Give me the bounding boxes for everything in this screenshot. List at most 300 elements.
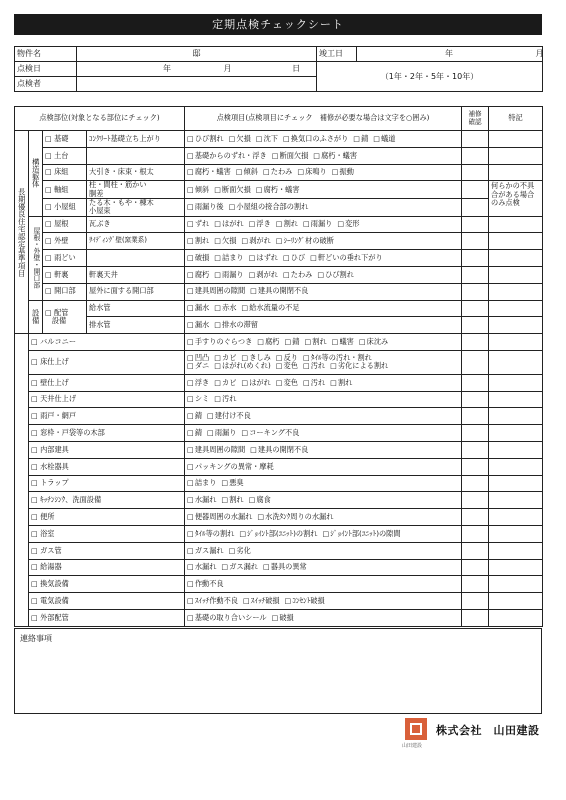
check-item[interactable]: □ 錆: [353, 134, 368, 143]
part-cell[interactable]: □ 小屋組: [43, 198, 87, 216]
check-item[interactable]: □ 小屋組の接合部の割れ: [229, 202, 309, 211]
check-item[interactable]: □ 割れ: [221, 495, 243, 504]
check-item[interactable]: □ 断面欠損: [214, 185, 251, 194]
part-cell[interactable]: □ 土台: [43, 147, 87, 164]
check-item[interactable]: □ 断面欠損: [272, 151, 309, 160]
inspector-field[interactable]: [77, 77, 317, 92]
check-item[interactable]: □ 割れ: [187, 236, 209, 245]
check-items: [185, 391, 462, 408]
check-item[interactable]: □ 建具の開閉不良: [250, 286, 308, 295]
repair-check-cell[interactable]: [462, 442, 489, 459]
remarks-cell[interactable]: [489, 425, 543, 442]
repair-check-cell[interactable]: [462, 233, 489, 250]
table-row: [15, 374, 543, 391]
check-item[interactable]: □ 基礎の取り合いシール: [187, 613, 267, 622]
check-item[interactable]: □ 破損: [272, 613, 294, 622]
check-items: [185, 164, 462, 181]
table-row: [15, 509, 543, 526]
part-cell[interactable]: □ 換気設備: [29, 576, 185, 593]
check-items: [185, 475, 462, 492]
check-item[interactable]: □ 剥がれ: [241, 236, 270, 245]
check-item[interactable]: □ ガス漏れ: [221, 562, 258, 571]
repair-check-cell[interactable]: [462, 350, 489, 374]
check-item[interactable]: □ 変色: [276, 361, 298, 370]
part-label: 設備: [45, 315, 67, 325]
check-items: [185, 559, 462, 576]
check-item[interactable]: □ 水漏れ: [187, 495, 216, 504]
part-cell[interactable]: □ 雨戸・網戸: [29, 408, 185, 425]
check-item[interactable]: □ 詰まり: [214, 253, 243, 262]
check-item[interactable]: □ カビ: [214, 378, 236, 387]
check-item[interactable]: □ ｽｲｯﾁ破損: [243, 596, 280, 605]
check-item[interactable]: □ 軒どいの垂れ下がり: [310, 253, 383, 262]
check-items: [185, 233, 462, 250]
check-items: [185, 526, 462, 543]
check-item[interactable]: □ 変色: [276, 378, 298, 387]
check-item[interactable]: □ はがれ: [241, 378, 270, 387]
repair-check-cell[interactable]: [462, 216, 489, 233]
repair-check-cell[interactable]: [462, 492, 489, 509]
company-name: 株式会社 山田建設: [436, 724, 540, 737]
check-items: [185, 266, 462, 283]
check-item[interactable]: □ 雨漏り: [303, 219, 332, 228]
remarks-cell[interactable]: [489, 576, 543, 593]
check-item[interactable]: □ 腐朽・蟻害: [256, 185, 300, 194]
table-row: [15, 475, 543, 492]
check-item[interactable]: □ 腐朽・蟻害: [313, 151, 357, 160]
sub-part-label: 小屋束: [89, 206, 111, 216]
header-table: [14, 46, 543, 92]
repair-check-cell[interactable]: [462, 559, 489, 576]
table-row: [15, 216, 543, 233]
table-row: [15, 425, 543, 442]
repair-check-cell[interactable]: [462, 610, 489, 627]
check-item[interactable]: □ 手すりのぐらつき: [187, 337, 252, 346]
table-row: [15, 593, 543, 610]
repair-check-cell[interactable]: [462, 147, 489, 164]
check-item[interactable]: □ カビ: [214, 353, 236, 362]
notes-box[interactable]: [14, 628, 542, 714]
remarks-cell[interactable]: [489, 147, 543, 164]
part-cell[interactable]: □ 浴室: [29, 526, 185, 543]
check-items: [185, 198, 462, 216]
property-name-label: 物件名: [15, 47, 77, 62]
part-label: □ 配管: [45, 307, 69, 317]
check-line: [187, 379, 459, 387]
check-items: [185, 283, 462, 300]
check-item[interactable]: □ 建具周囲の隙間: [187, 445, 245, 454]
check-item[interactable]: □ 腐朽: [257, 337, 279, 346]
check-item[interactable]: □ たわみ: [283, 270, 312, 279]
inspection-date-label: 点検日: [15, 62, 77, 77]
sub-part-label: 給水管: [89, 303, 111, 313]
sub-part-cell: [87, 198, 185, 216]
remarks-cell[interactable]: [489, 374, 543, 391]
part-cell[interactable]: [43, 300, 87, 334]
check-item[interactable]: □ ﾀｲﾙ等の汚れ・割れ: [303, 353, 372, 362]
part-cell[interactable]: □ 開口部: [43, 283, 87, 300]
check-item[interactable]: □ 漏水: [187, 303, 209, 312]
remarks-cell[interactable]: [489, 250, 543, 267]
remarks-cell[interactable]: [489, 283, 543, 300]
check-line: [187, 614, 459, 622]
table-row: [15, 408, 543, 425]
part-cell[interactable]: □ 給湯器: [29, 559, 185, 576]
table-row: [15, 492, 543, 509]
part-cell[interactable]: □ 床仕上げ: [29, 350, 185, 374]
check-item[interactable]: □ 傾斜: [187, 185, 209, 194]
check-item[interactable]: □ 割れ: [276, 219, 298, 228]
check-line: [187, 412, 459, 420]
check-items: [185, 300, 462, 317]
sub-part-label: たる木・もや・棟木: [89, 197, 154, 207]
check-item[interactable]: □ ダニ: [187, 361, 209, 370]
check-item[interactable]: □ 蟻道: [373, 134, 395, 143]
check-item[interactable]: □ 悪臭: [221, 478, 243, 487]
repair-check-cell[interactable]: [462, 425, 489, 442]
check-item[interactable]: □ きしみ: [241, 353, 270, 362]
check-item[interactable]: □ 器具の異常: [263, 562, 307, 571]
group-blank: [15, 334, 29, 627]
check-item[interactable]: □ パッキングの異常・摩耗: [187, 462, 274, 471]
remarks-cell[interactable]: [489, 164, 543, 181]
check-item[interactable]: □ 腐朽: [187, 270, 209, 279]
repair-check-cell[interactable]: [462, 408, 489, 425]
check-item[interactable]: □ 腐食: [249, 495, 271, 504]
check-item[interactable]: □ はずれ: [249, 253, 278, 262]
check-items: [185, 458, 462, 475]
table-row: [15, 198, 543, 216]
table-row: [15, 542, 543, 559]
check-item[interactable]: □ 換気口のふさがり: [283, 134, 348, 143]
col-header-part: 点検部位(対象となる部位にチェック): [15, 107, 185, 131]
table-row: [15, 131, 543, 148]
remarks-cell[interactable]: [489, 542, 543, 559]
repair-check-cell[interactable]: [462, 509, 489, 526]
sub-part-cell: [87, 216, 185, 233]
check-item[interactable]: □ 割れ: [304, 337, 326, 346]
repair-check-cell[interactable]: [462, 458, 489, 475]
check-item[interactable]: □ 建具周囲の隙間: [187, 286, 245, 295]
completion-month: 月: [535, 49, 544, 59]
part-cell[interactable]: □ 窓枠・戸袋等の木部: [29, 425, 185, 442]
repair-check-cell[interactable]: [462, 593, 489, 610]
table-row: [15, 250, 543, 267]
remarks-cell[interactable]: [489, 458, 543, 475]
group-structure: 構造躯体: [29, 131, 43, 217]
check-item[interactable]: □ シミ: [187, 394, 209, 403]
sub-part-cell: [87, 181, 185, 199]
remarks-cell[interactable]: [489, 350, 543, 374]
repair-check-cell[interactable]: [462, 250, 489, 267]
check-item[interactable]: □ 雨漏り: [214, 270, 243, 279]
check-item[interactable]: □ 劣化による割れ: [330, 361, 388, 370]
part-cell[interactable]: □ 雨どい: [43, 250, 87, 267]
sub-part-cell: [87, 233, 185, 250]
remarks-cell[interactable]: [489, 266, 543, 283]
check-item[interactable]: □ ひび割れ: [187, 134, 224, 143]
table-row: [15, 526, 543, 543]
check-line: [187, 395, 459, 403]
remarks-cell[interactable]: [489, 408, 543, 425]
sub-part-cell: [87, 300, 185, 317]
check-items: [185, 408, 462, 425]
sub-part-cell: [87, 131, 185, 148]
check-item[interactable]: □ 剥がれ: [249, 270, 278, 279]
checklist-table: [14, 106, 543, 627]
repair-check-cell[interactable]: [462, 300, 489, 317]
repair-check-cell[interactable]: [462, 181, 489, 199]
completion-field[interactable]: [357, 47, 543, 62]
repair-check-cell[interactable]: [462, 317, 489, 334]
check-item[interactable]: □ 漏水: [187, 320, 209, 329]
sub-part-label: 柱・間柱・筋かい: [89, 180, 147, 190]
check-item[interactable]: □ 便器周囲の水漏れ: [187, 512, 252, 521]
sub-part-label: ｻｲﾃﾞｨﾝｸﾞ壁(窯業系): [89, 236, 147, 245]
remarks-cell[interactable]: [489, 593, 543, 610]
check-item[interactable]: □ 建付け不良: [207, 411, 251, 420]
check-item[interactable]: □ 錆: [187, 411, 202, 420]
check-item[interactable]: □ ひび: [283, 253, 305, 262]
check-item[interactable]: □ 床沈み: [359, 337, 388, 346]
check-item[interactable]: □ ﾀｲﾙ等の割れ: [187, 529, 234, 538]
check-item[interactable]: □ はがれ: [214, 219, 243, 228]
check-item[interactable]: □ 傾斜: [236, 167, 258, 176]
part-cell[interactable]: □ ｷｯﾁﾝｼﾝｸ、洗面設備: [29, 492, 185, 509]
part-cell[interactable]: □ 壁仕上げ: [29, 374, 185, 391]
sub-part-cell: [87, 164, 185, 181]
check-item[interactable]: □ 雨漏り: [207, 428, 236, 437]
inspection-date-field[interactable]: [77, 62, 317, 77]
check-line: [187, 168, 459, 176]
remarks-cell[interactable]: [489, 442, 543, 459]
check-item[interactable]: □ ひび割れ: [317, 270, 354, 279]
check-line: [187, 580, 459, 588]
col-header-remarks: 特記: [489, 107, 543, 131]
check-items: [185, 131, 462, 148]
check-items: [185, 492, 462, 509]
repair-check-cell[interactable]: [462, 334, 489, 351]
part-cell[interactable]: □ ガス管: [29, 542, 185, 559]
sub-part-label: 排水管: [89, 320, 111, 330]
part-cell[interactable]: □ 水栓器具: [29, 458, 185, 475]
check-item[interactable]: □ 腐朽・蟻害: [187, 167, 231, 176]
interval-note: （1年・2年・5年・10年）: [317, 62, 543, 92]
table-row: [15, 147, 543, 164]
check-items: [185, 216, 462, 233]
check-line: [187, 203, 459, 211]
check-item[interactable]: □ 錆: [187, 428, 202, 437]
sub-part-cell: [87, 250, 185, 267]
repair-check-cell[interactable]: [462, 576, 489, 593]
check-item[interactable]: □ 錆: [284, 337, 299, 346]
remarks-cell[interactable]: [489, 610, 543, 627]
repair-check-cell[interactable]: [462, 526, 489, 543]
check-item[interactable]: □ 汚れ: [214, 394, 236, 403]
part-cell[interactable]: □ バルコニー: [29, 334, 185, 351]
remarks-cell[interactable]: [489, 509, 543, 526]
check-items: [185, 576, 462, 593]
table-row: [15, 300, 543, 317]
check-items: [185, 610, 462, 627]
remarks-cell[interactable]: [489, 334, 543, 351]
check-item[interactable]: □ たわみ: [263, 167, 292, 176]
repair-check-cell[interactable]: [462, 198, 489, 216]
part-cell[interactable]: □ 基礎: [43, 131, 87, 148]
completion-year: 年: [445, 49, 453, 59]
check-line: [187, 287, 459, 295]
remarks-cell[interactable]: [489, 391, 543, 408]
check-line: [187, 496, 459, 504]
check-item[interactable]: □ ずれ: [187, 219, 209, 228]
check-item[interactable]: □ 変形: [337, 219, 359, 228]
remarks-cell[interactable]: [489, 526, 543, 543]
check-line: [187, 237, 459, 245]
completion-label: 竣工日: [317, 47, 357, 62]
check-line: [187, 254, 459, 262]
check-line: [187, 220, 459, 228]
sub-part-label: 胴差: [89, 188, 104, 198]
table-row: [15, 458, 543, 475]
table-row: [15, 350, 543, 374]
check-item[interactable]: □ はがれ(めくれ): [214, 361, 271, 370]
table-row: [15, 283, 543, 300]
repair-check-cell[interactable]: [462, 266, 489, 283]
part-cell[interactable]: □ 内部建具: [29, 442, 185, 459]
check-item[interactable]: □ 沈下: [256, 134, 278, 143]
group-long-life: 長期優良住宅認定基準項目: [15, 131, 29, 334]
col-header-item: 点検項目(点検項目にチェック 補修が必要な場合は文字を○囲み): [185, 107, 462, 131]
check-item[interactable]: □ 蟻害: [332, 337, 354, 346]
check-line: [187, 186, 459, 194]
check-item[interactable]: □ 排水の滞留: [214, 320, 258, 329]
check-item[interactable]: □ 建具の開閉不良: [250, 445, 308, 454]
sub-part-cell: [87, 147, 185, 164]
inspection-day: 日: [292, 64, 301, 74]
property-name-field[interactable]: [77, 47, 317, 62]
part-cell[interactable]: □ トラップ: [29, 475, 185, 492]
check-item[interactable]: □ 反り: [276, 353, 298, 362]
check-item[interactable]: □ ｽｲｯﾁ作動不良: [187, 596, 238, 605]
remarks-cell[interactable]: [489, 492, 543, 509]
check-items: [185, 542, 462, 559]
check-item[interactable]: □ 凹凸: [187, 353, 209, 362]
remarks-cell[interactable]: [489, 317, 543, 334]
remarks-cell[interactable]: [489, 131, 543, 148]
check-line: [187, 530, 459, 538]
repair-check-cell[interactable]: [462, 374, 489, 391]
repair-check-cell[interactable]: [462, 475, 489, 492]
check-items: [185, 334, 462, 351]
check-item[interactable]: □ ｺﾝｾﾝﾄ破損: [285, 596, 325, 605]
check-item[interactable]: □ 床鳴り: [297, 167, 326, 176]
part-cell[interactable]: □ 天井仕上げ: [29, 391, 185, 408]
check-item[interactable]: □ 汚れ: [303, 361, 325, 370]
repair-check-cell[interactable]: [462, 164, 489, 181]
check-item[interactable]: □ ガス漏れ: [187, 546, 224, 555]
group-roof-wall: 屋根・外壁・開口部: [29, 216, 43, 300]
check-item[interactable]: □ ｼｰﾘﾝｸﾞ材の破断: [276, 236, 334, 245]
remarks-cell[interactable]: [489, 233, 543, 250]
check-item[interactable]: □ 基礎からのずれ・浮き: [187, 151, 267, 160]
check-line: [187, 429, 459, 437]
group-equipment: 設備: [29, 300, 43, 334]
check-line: [187, 135, 459, 143]
remarks-cell[interactable]: [489, 300, 543, 317]
check-item[interactable]: □ 雨漏り後: [187, 202, 224, 211]
check-items: [185, 593, 462, 610]
part-cell[interactable]: □ 便所: [29, 509, 185, 526]
check-item[interactable]: □ 詰まり: [187, 478, 216, 487]
table-row: [15, 233, 543, 250]
repair-check-cell[interactable]: [462, 542, 489, 559]
check-items: [185, 374, 462, 391]
check-item[interactable]: □ 水洗ﾀﾝｸ周りの水漏れ: [257, 512, 333, 521]
check-item[interactable]: □ 作動不良: [187, 579, 224, 588]
check-line: [187, 513, 459, 521]
table-row: [15, 559, 543, 576]
check-item[interactable]: □ 欠損: [229, 134, 251, 143]
notes-label: 連絡事項: [20, 634, 52, 643]
repair-check-cell[interactable]: [462, 283, 489, 300]
check-item[interactable]: □ 振動: [332, 167, 354, 176]
remarks-cell[interactable]: [489, 559, 543, 576]
sub-part-label: 軒裏天井: [89, 269, 118, 279]
remarks-cell[interactable]: [489, 216, 543, 233]
table-row: [15, 610, 543, 627]
check-item[interactable]: □ ｼﾞｮｲﾝﾄ部(ﾕﾆｯﾄ)の割れ: [239, 529, 317, 538]
table-row: [15, 391, 543, 408]
check-item[interactable]: □ 劣化: [229, 546, 251, 555]
check-item[interactable]: □ コーキング不良: [241, 428, 299, 437]
check-item[interactable]: □ 破損: [187, 253, 209, 262]
check-item[interactable]: □ 給水流量の不足: [241, 303, 299, 312]
check-item[interactable]: □ 浮き: [187, 378, 209, 387]
check-item[interactable]: □ 割れ: [330, 378, 352, 387]
part-cell[interactable]: □ 床組: [43, 164, 87, 181]
inspection-month: 月: [223, 64, 232, 74]
check-item[interactable]: □ 浮き: [249, 219, 271, 228]
table-row: [15, 164, 543, 181]
inspection-year: 年: [163, 64, 171, 74]
sub-part-label: 屋外に面する開口部: [89, 286, 154, 296]
check-line: [187, 563, 459, 571]
sub-part-cell: [87, 283, 185, 300]
check-item[interactable]: □ 赤水: [214, 303, 236, 312]
check-item[interactable]: □ 欠損: [214, 236, 236, 245]
repair-check-cell[interactable]: [462, 131, 489, 148]
part-cell[interactable]: □ 屋根: [43, 216, 87, 233]
table-row: [15, 266, 543, 283]
check-line: [187, 338, 459, 346]
property-suffix: 邸: [192, 49, 201, 59]
check-item[interactable]: □ 水漏れ: [187, 562, 216, 571]
part-cell[interactable]: □ 軸組: [43, 181, 87, 199]
part-cell[interactable]: □ 軒裏: [43, 266, 87, 283]
check-line: [187, 463, 459, 471]
part-cell[interactable]: □ 電気設備: [29, 593, 185, 610]
table-row: [15, 576, 543, 593]
remarks-cell[interactable]: [489, 475, 543, 492]
table-row: [15, 181, 543, 199]
repair-check-cell[interactable]: [462, 391, 489, 408]
part-cell[interactable]: □ 外壁: [43, 233, 87, 250]
col-header-repair: 補修 確認: [462, 107, 489, 131]
check-item[interactable]: □ 汚れ: [303, 378, 325, 387]
part-cell[interactable]: □ 外部配管: [29, 610, 185, 627]
inspector-label: 点検者: [15, 77, 77, 92]
check-item[interactable]: □ ｼﾞｮｲﾝﾄ部(ﾕﾆｯﾄ)の隙間: [322, 529, 400, 538]
